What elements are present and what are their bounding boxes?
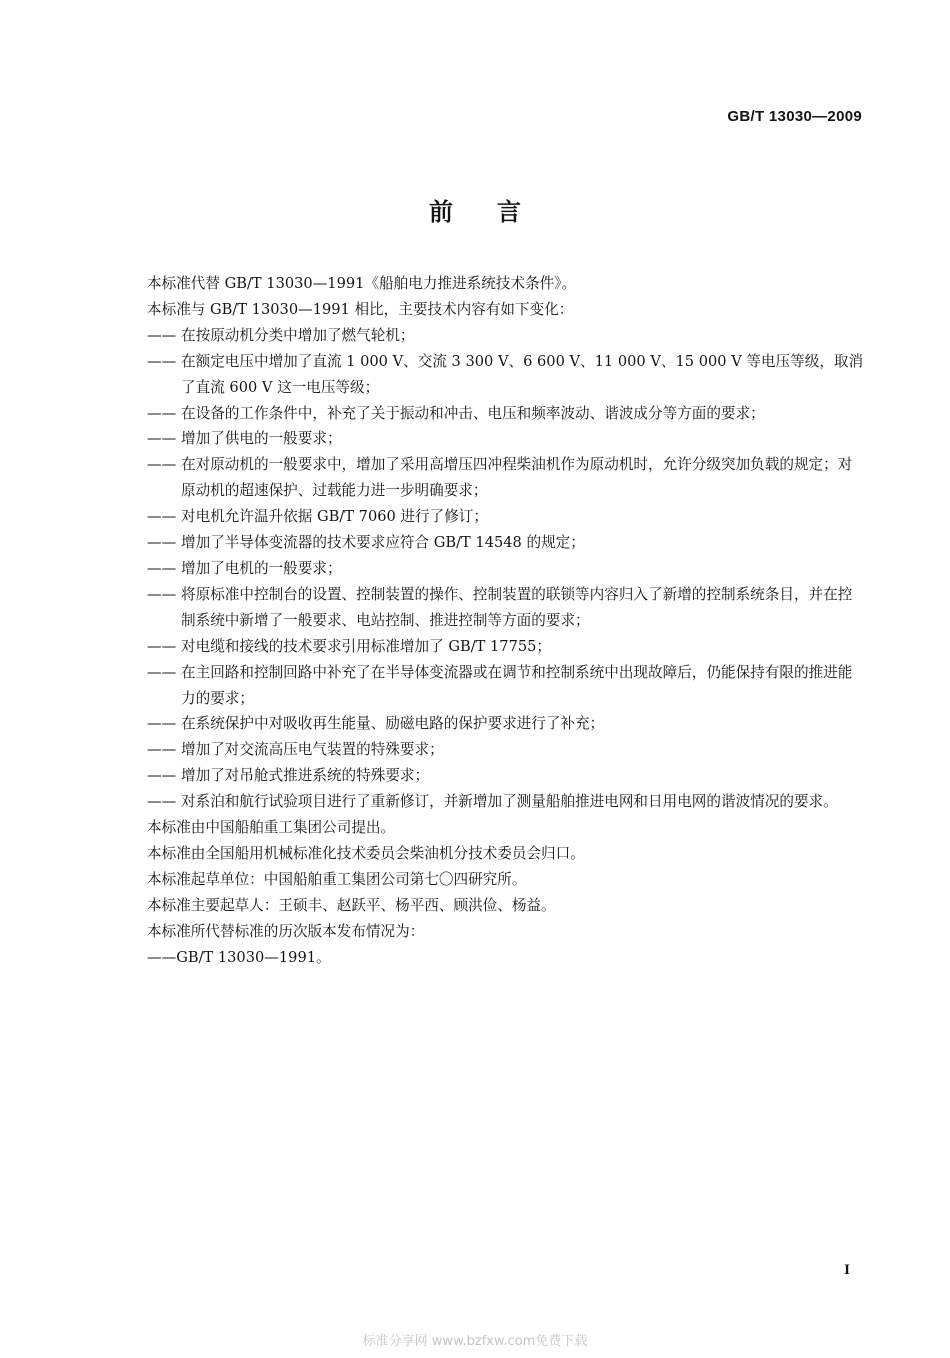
dash-marker: —— [147,741,177,759]
list-item [147,711,865,737]
history-item-text: GB/T 13030—1991。 [176,948,331,966]
list-item [147,556,865,582]
list-item-text: 增加了电机的一般要求； [181,559,342,577]
list-item-text: 增加了对吊舱式推进系统的特殊要求； [181,767,430,785]
list-item-text: 对电缆和接线的技术要求引用标准增加了 GB/T 17755； [181,637,552,655]
list-item-text: 增加了供电的一般要求； [181,430,342,448]
list-item [147,530,865,556]
dash-marker: —— [147,404,177,422]
list-item [147,582,865,634]
list-item-text: 增加了对交流高压电气装置的特殊要求； [181,741,444,759]
list-item [147,737,865,763]
list-item [147,426,865,452]
dash-marker: —— [147,508,177,526]
list-item [147,452,865,504]
dash-marker: —— [147,559,177,577]
dash-marker: —— [147,715,177,733]
list-item-text: 在设备的工作条件中，补充了关于振动和冲击、电压和频率波动、谐波成分等方面的要求； [181,404,765,422]
document-body [147,271,865,970]
closing-paragraph: 本标准由中国船舶重工集团公司提出。 [147,819,396,837]
watermark: 标准分享网 www.bzfxw.com免费下载 [362,1334,588,1349]
list-item [147,789,865,815]
page-title: 前言 [429,198,565,226]
dash-marker: —— [147,326,177,344]
list-item [147,323,865,349]
standard-code: GB/T 13030—2009 [727,108,862,125]
intro-paragraph: 本标准与 GB/T 13030—1991 相比，主要技术内容有如下变化： [147,300,574,318]
list-item-text: 在对原动机的一般要求中，增加了采用高增压四冲程柴油机作为原动机时，允许分级突加负载的规定；对原动机的超速保护、过载能力进一步明确要求； [181,456,853,500]
closing-paragraph: 本标准主要起草人：王硕丰、赵跃平、杨平西、顾洪俭、杨益。 [147,896,556,914]
list-item-text: 将原标准中控制台的设置、控制装置的操作、控制装置的联锁等内容归入了新增的控制系统条目，并在控制系统中新增了一般要求、电站控制、推进控制等方面的要求； [181,585,853,629]
closing-paragraph: 本标准由全国船用机械标准化技术委员会柴油机分技术委员会归口。 [147,844,585,862]
dash-marker: —— [147,534,177,552]
list-item [147,660,865,712]
history-item [147,945,865,971]
change-list [147,323,865,815]
dash-marker: —— [147,637,177,655]
dash-marker: —— [147,456,177,474]
dash-marker: —— [147,793,177,811]
list-item-text: 在系统保护中对吸收再生能量、励磁电路的保护要求进行了补充； [181,715,605,733]
dash-marker: —— [147,767,177,785]
list-item-text: 对电机允许温升依据 GB/T 7060 进行了修订； [181,508,488,526]
list-item [147,763,865,789]
closing-paragraph: 本标准起草单位：中国船舶重工集团公司第七〇四研究所。 [147,870,527,888]
list-item [147,504,865,530]
list-item [147,349,865,401]
dash-marker: —— [147,663,177,681]
list-item-text: 增加了半导体变流器的技术要求应符合 GB/T 14548 的规定； [181,534,585,552]
page-number: I [844,1262,850,1278]
dash-marker: —— [147,585,177,603]
list-item [147,634,865,660]
closing-paragraph: 本标准所代替标准的历次版本发布情况为： [147,922,425,940]
list-item-text: 在额定电压中增加了直流 1 000 V、交流 3 300 V、6 600 V、11 000 V、15 000 V 等电压等级，取消了直流 600 V 这一电压等级； [181,352,864,396]
dash-marker: —— [147,948,177,966]
intro-paragraph: 本标准代替 GB/T 13030—1991《船舶电力推进系统技术条件》。 [147,275,577,292]
dash-marker: —— [147,430,177,448]
list-item [147,401,865,427]
list-item-text: 在主回路和控制回路中补充了在半导体变流器或在调节和控制系统中出现故障后，仍能保持有限的推进能力的要求； [181,663,853,707]
list-item-text: 对系泊和航行试验项目进行了重新修订，并新增加了测量船舶推进电网和日用电网的谐波情况的要求。 [181,793,838,811]
list-item-text: 在按原动机分类中增加了燃气轮机； [181,326,415,344]
dash-marker: —— [147,352,177,370]
